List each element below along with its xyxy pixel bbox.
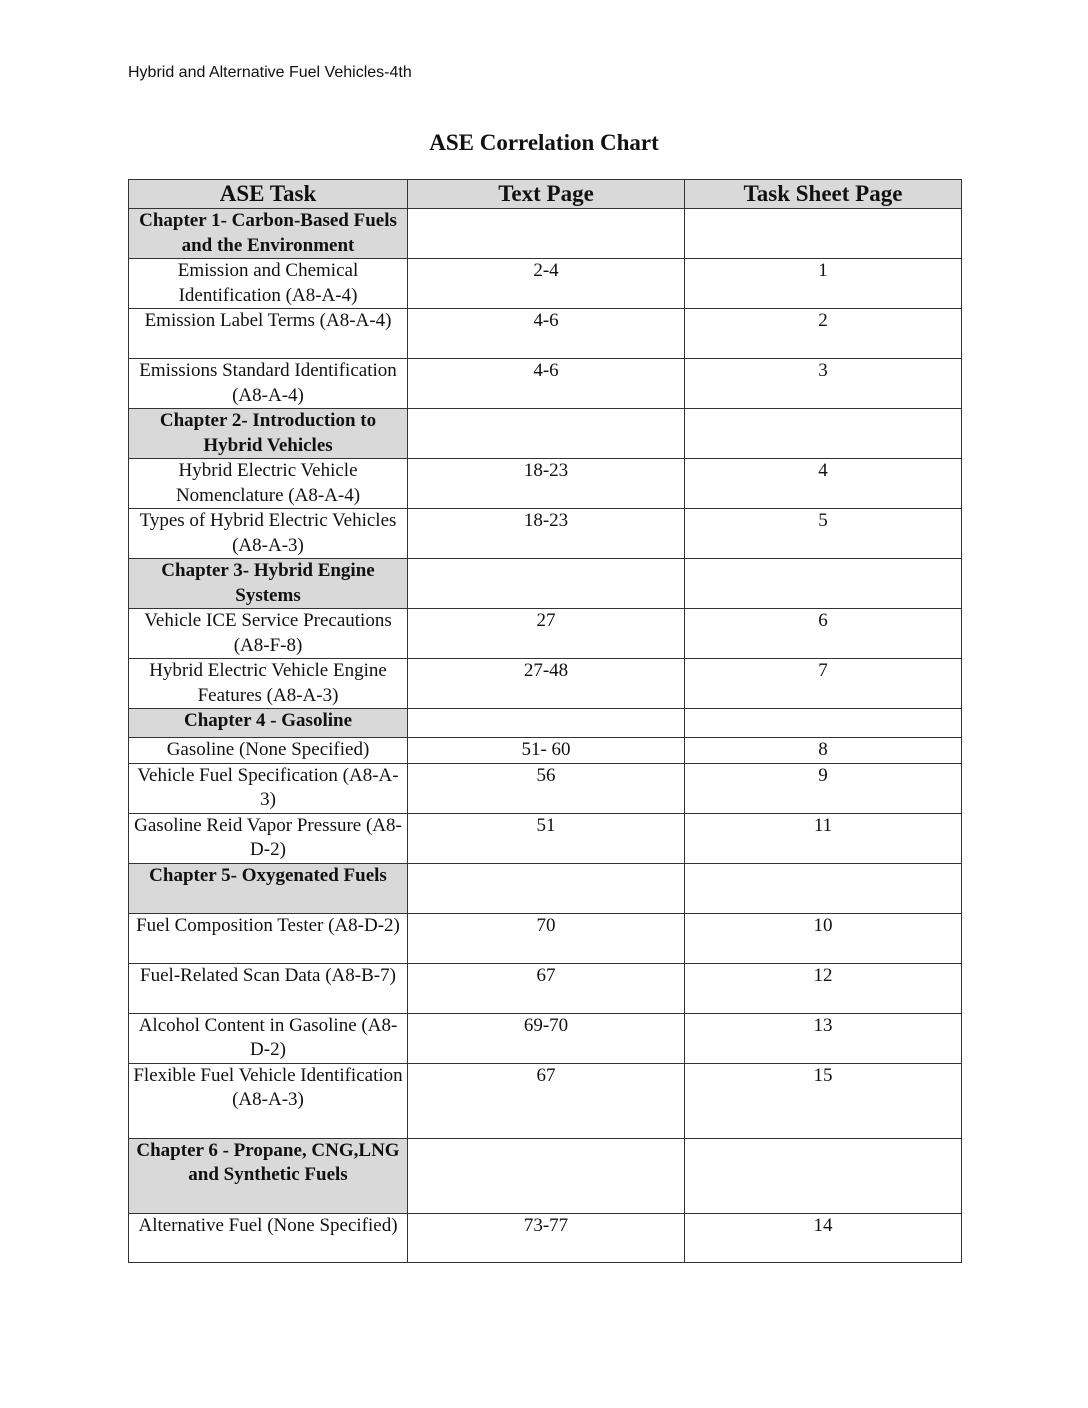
task-sheet-page-cell: 13 bbox=[685, 1013, 962, 1063]
task-cell: Fuel Composition Tester (A8-D-2) bbox=[129, 913, 408, 963]
task-cell: Chapter 3- Hybrid Engine Systems bbox=[129, 559, 408, 609]
chapter-row bbox=[129, 409, 962, 459]
task-sheet-page-cell: 9 bbox=[685, 763, 962, 813]
task-sheet-page-cell: 1 bbox=[685, 259, 962, 309]
task-sheet-page-cell: 11 bbox=[685, 813, 962, 863]
table-row bbox=[129, 459, 962, 509]
task-cell: Gasoline Reid Vapor Pressure (A8-D-2) bbox=[129, 813, 408, 863]
task-sheet-page-cell: 3 bbox=[685, 359, 962, 409]
task-sheet-page-cell: 10 bbox=[685, 913, 962, 963]
text-page-cell bbox=[408, 409, 685, 459]
text-page-cell bbox=[408, 1138, 685, 1213]
table-body bbox=[129, 209, 962, 1263]
task-cell: Emission Label Terms (A8-A-4) bbox=[129, 309, 408, 359]
text-page-cell: 73-77 bbox=[408, 1213, 685, 1262]
column-header-ase-task: ASE Task bbox=[129, 180, 408, 209]
column-header-text-page: Text Page bbox=[408, 180, 685, 209]
column-header-task-sheet-page: Task Sheet Page bbox=[685, 180, 962, 209]
task-cell: Types of Hybrid Electric Vehicles (A8-A-3) bbox=[129, 509, 408, 559]
table-row bbox=[129, 1013, 962, 1063]
task-cell: Gasoline (None Specified) bbox=[129, 738, 408, 764]
task-cell: Vehicle Fuel Specification (A8-A-3) bbox=[129, 763, 408, 813]
chapter-row bbox=[129, 559, 962, 609]
text-page-cell: 18-23 bbox=[408, 459, 685, 509]
task-cell: Flexible Fuel Vehicle Identification (A8-A-3) bbox=[129, 1063, 408, 1138]
task-cell: Vehicle ICE Service Precautions (A8-F-8) bbox=[129, 609, 408, 659]
table-row bbox=[129, 359, 962, 409]
task-sheet-page-cell bbox=[685, 209, 962, 259]
task-sheet-page-cell: 4 bbox=[685, 459, 962, 509]
task-sheet-page-cell: 8 bbox=[685, 738, 962, 764]
text-page-cell: 51- 60 bbox=[408, 738, 685, 764]
task-sheet-page-cell bbox=[685, 709, 962, 738]
task-sheet-page-cell bbox=[685, 559, 962, 609]
text-page-cell: 27-48 bbox=[408, 659, 685, 709]
text-page-cell bbox=[408, 559, 685, 609]
text-page-cell: 70 bbox=[408, 913, 685, 963]
task-cell: Emissions Standard Identification (A8-A-4) bbox=[129, 359, 408, 409]
table-row bbox=[129, 309, 962, 359]
task-cell: Alcohol Content in Gasoline (A8-D-2) bbox=[129, 1013, 408, 1063]
table-row bbox=[129, 913, 962, 963]
task-cell: Emission and Chemical Identification (A8-A-4) bbox=[129, 259, 408, 309]
text-page-cell: 4-6 bbox=[408, 309, 685, 359]
task-cell: Chapter 2- Introduction to Hybrid Vehicles bbox=[129, 409, 408, 459]
table-row bbox=[129, 659, 962, 709]
table-row bbox=[129, 963, 962, 1013]
text-page-cell: 67 bbox=[408, 963, 685, 1013]
text-page-cell bbox=[408, 709, 685, 738]
table-row bbox=[129, 813, 962, 863]
task-sheet-page-cell: 12 bbox=[685, 963, 962, 1013]
task-cell: Chapter 4 - Gasoline bbox=[129, 709, 408, 738]
text-page-cell: 56 bbox=[408, 763, 685, 813]
task-cell: Chapter 5- Oxygenated Fuels bbox=[129, 863, 408, 913]
task-sheet-page-cell bbox=[685, 863, 962, 913]
text-page-cell bbox=[408, 209, 685, 259]
table-row bbox=[129, 259, 962, 309]
chapter-row bbox=[129, 863, 962, 913]
table-header-row bbox=[129, 180, 962, 209]
task-sheet-page-cell: 2 bbox=[685, 309, 962, 359]
table-row bbox=[129, 1063, 962, 1138]
task-cell: Hybrid Electric Vehicle Nomenclature (A8-A-4) bbox=[129, 459, 408, 509]
chapter-row bbox=[129, 209, 962, 259]
task-cell: Chapter 6 - Propane, CNG,LNG and Synthetic Fuels bbox=[129, 1138, 408, 1213]
task-sheet-page-cell: 7 bbox=[685, 659, 962, 709]
chapter-row bbox=[129, 1138, 962, 1213]
task-sheet-page-cell: 5 bbox=[685, 509, 962, 559]
task-cell: Hybrid Electric Vehicle Engine Features (A8-A-3) bbox=[129, 659, 408, 709]
task-sheet-page-cell: 14 bbox=[685, 1213, 962, 1262]
text-page-cell: 69-70 bbox=[408, 1013, 685, 1063]
table-row bbox=[129, 509, 962, 559]
chapter-row bbox=[129, 709, 962, 738]
text-page-cell: 67 bbox=[408, 1063, 685, 1138]
ase-correlation-table bbox=[128, 179, 962, 1263]
table-row bbox=[129, 1213, 962, 1262]
table-row bbox=[129, 609, 962, 659]
text-page-cell: 51 bbox=[408, 813, 685, 863]
task-cell: Chapter 1- Carbon-Based Fuels and the Environment bbox=[129, 209, 408, 259]
text-page-cell: 27 bbox=[408, 609, 685, 659]
text-page-cell: 18-23 bbox=[408, 509, 685, 559]
running-header: Hybrid and Alternative Fuel Vehicles-4th bbox=[128, 64, 412, 81]
task-cell: Alternative Fuel (None Specified) bbox=[129, 1213, 408, 1262]
task-sheet-page-cell bbox=[685, 409, 962, 459]
table-row bbox=[129, 738, 962, 764]
page-title: ASE Correlation Chart bbox=[429, 130, 659, 155]
task-sheet-page-cell bbox=[685, 1138, 962, 1213]
text-page-cell: 2-4 bbox=[408, 259, 685, 309]
text-page-cell: 4-6 bbox=[408, 359, 685, 409]
task-cell: Fuel-Related Scan Data (A8-B-7) bbox=[129, 963, 408, 1013]
text-page-cell bbox=[408, 863, 685, 913]
task-sheet-page-cell: 15 bbox=[685, 1063, 962, 1138]
task-sheet-page-cell: 6 bbox=[685, 609, 962, 659]
table-row bbox=[129, 763, 962, 813]
